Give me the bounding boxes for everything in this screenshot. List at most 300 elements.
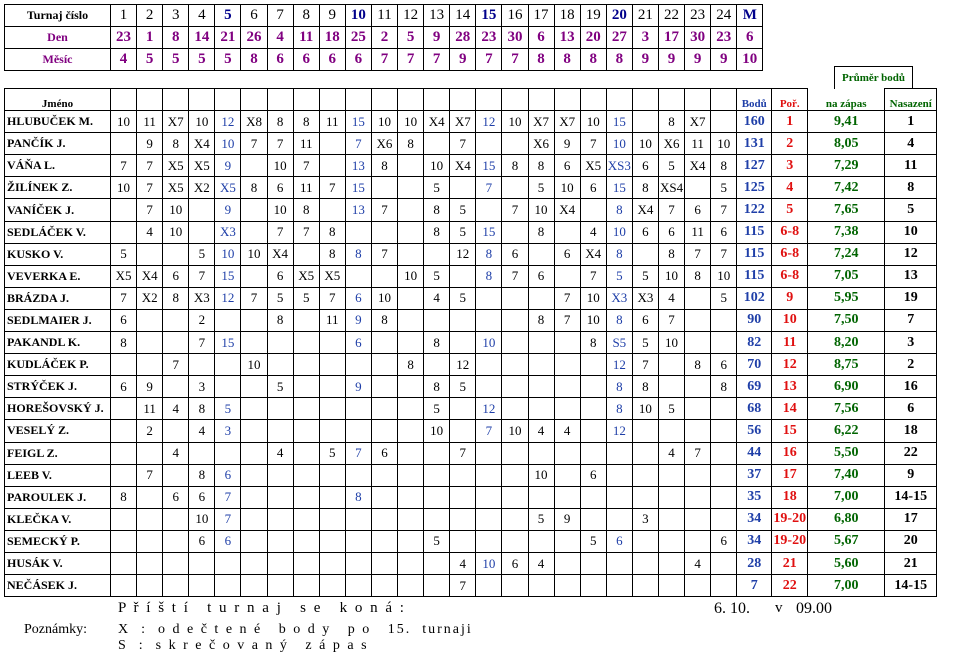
score-cell: 6 xyxy=(632,221,658,243)
bodu-cell: 102 xyxy=(737,287,772,309)
den-cell-19: 20 xyxy=(580,27,606,49)
score-cell: 7 xyxy=(450,575,476,597)
score-cell: 4 xyxy=(267,442,293,464)
score-cell xyxy=(267,530,293,552)
turnaj-cell-20: 20 xyxy=(606,5,632,27)
score-cell xyxy=(267,552,293,574)
standings-header-row xyxy=(5,89,937,111)
score-cell: X6 xyxy=(371,133,397,155)
score-cell xyxy=(685,575,711,597)
nasazeni-cell: 7 xyxy=(885,309,937,331)
score-cell xyxy=(711,442,737,464)
nasazeni-cell: 22 xyxy=(885,442,937,464)
score-cell xyxy=(163,464,189,486)
score-cell: 10 xyxy=(215,133,241,155)
score-cell xyxy=(293,530,319,552)
score-cell: 9 xyxy=(554,508,580,530)
score-cell xyxy=(528,376,554,398)
score-cell: 9 xyxy=(215,199,241,221)
score-cell xyxy=(398,199,424,221)
score-cell: 10 xyxy=(371,287,397,309)
score-cell xyxy=(241,332,267,354)
score-cell xyxy=(241,420,267,442)
score-cell xyxy=(554,442,580,464)
round-header-4 xyxy=(189,89,215,111)
score-cell: 7 xyxy=(189,332,215,354)
avg-cell: 6,90 xyxy=(808,376,885,398)
score-cell: 8 xyxy=(580,332,606,354)
por-cell: 1 xyxy=(772,111,808,133)
score-cell xyxy=(267,575,293,597)
den-cell-5: 21 xyxy=(215,27,241,49)
bodu-cell: 115 xyxy=(737,221,772,243)
score-cell: 8 xyxy=(345,243,371,265)
player-name: SEMECKÝ P. xyxy=(5,530,111,552)
player-name: KLEČKA V. xyxy=(5,508,111,530)
nasazeni-cell: 8 xyxy=(885,177,937,199)
score-cell: X4 xyxy=(267,243,293,265)
score-cell xyxy=(424,464,450,486)
score-cell: 5 xyxy=(632,265,658,287)
score-cell: 5 xyxy=(424,398,450,420)
score-cell xyxy=(502,354,528,376)
por-cell: 21 xyxy=(772,552,808,574)
score-cell xyxy=(528,332,554,354)
mesic-cell-16: 7 xyxy=(502,49,528,71)
score-cell: 4 xyxy=(685,552,711,574)
avg-header: na zápas xyxy=(808,89,885,111)
score-cell: 10 xyxy=(606,221,632,243)
mesic-cell-19: 8 xyxy=(580,49,606,71)
mesic-cell-12: 7 xyxy=(398,49,424,71)
score-cell: 6 xyxy=(502,552,528,574)
score-cell xyxy=(189,552,215,574)
score-cell xyxy=(424,486,450,508)
score-cell xyxy=(658,508,684,530)
score-cell: S5 xyxy=(606,332,632,354)
bodu-cell: 35 xyxy=(737,486,772,508)
nasazeni-cell: 14-15 xyxy=(885,486,937,508)
score-cell: X5 xyxy=(580,155,606,177)
score-cell xyxy=(554,221,580,243)
score-cell: 9 xyxy=(345,376,371,398)
score-cell xyxy=(189,221,215,243)
avg-cell: 5,67 xyxy=(808,530,885,552)
score-cell xyxy=(215,309,241,331)
score-cell: 8 xyxy=(658,111,684,133)
score-cell xyxy=(711,464,737,486)
bodu-header: Bodů xyxy=(737,89,772,111)
table-row xyxy=(5,243,937,265)
bodu-cell: 160 xyxy=(737,111,772,133)
score-cell xyxy=(398,486,424,508)
score-cell: 2 xyxy=(189,309,215,331)
score-cell xyxy=(424,552,450,574)
score-cell xyxy=(554,398,580,420)
score-cell xyxy=(711,420,737,442)
score-cell xyxy=(189,354,215,376)
score-cell: X5 xyxy=(215,177,241,199)
score-cell xyxy=(398,398,424,420)
score-cell xyxy=(398,575,424,597)
score-cell: 5 xyxy=(632,332,658,354)
score-cell: 8 xyxy=(606,243,632,265)
score-cell xyxy=(685,332,711,354)
score-cell xyxy=(476,508,502,530)
score-cell: 10 xyxy=(424,420,450,442)
score-cell xyxy=(111,398,137,420)
score-cell: 10 xyxy=(371,111,397,133)
score-cell xyxy=(502,486,528,508)
mesic-cell-14: 9 xyxy=(450,49,476,71)
score-cell xyxy=(371,177,397,199)
round-header-11 xyxy=(371,89,397,111)
score-cell: 10 xyxy=(241,354,267,376)
score-cell: X3 xyxy=(606,287,632,309)
score-cell xyxy=(137,530,163,552)
score-cell xyxy=(345,530,371,552)
por-cell: 6-8 xyxy=(772,265,808,287)
score-cell: 15 xyxy=(606,111,632,133)
score-cell xyxy=(685,530,711,552)
score-cell: 2 xyxy=(137,420,163,442)
score-cell: 5 xyxy=(450,376,476,398)
score-cell: 6 xyxy=(345,287,371,309)
score-cell xyxy=(476,199,502,221)
bodu-cell: 127 xyxy=(737,155,772,177)
score-cell xyxy=(450,332,476,354)
table-row xyxy=(5,111,937,133)
score-cell xyxy=(241,575,267,597)
score-cell: 11 xyxy=(685,221,711,243)
player-name: HLUBUČEK M. xyxy=(5,111,111,133)
score-cell: 6 xyxy=(189,486,215,508)
player-name: PAKANDL K. xyxy=(5,332,111,354)
score-cell xyxy=(267,486,293,508)
score-cell xyxy=(345,221,371,243)
score-cell: 12 xyxy=(215,111,241,133)
round-header-8 xyxy=(293,89,319,111)
bodu-cell: 69 xyxy=(737,376,772,398)
den-cell-4: 14 xyxy=(189,27,215,49)
score-cell: 10 xyxy=(189,508,215,530)
score-cell: X5 xyxy=(163,177,189,199)
score-cell xyxy=(528,486,554,508)
score-cell: 7 xyxy=(476,177,502,199)
player-name: VEVERKA E. xyxy=(5,265,111,287)
score-cell xyxy=(163,332,189,354)
score-cell: 7 xyxy=(345,133,371,155)
player-name: HOREŠOVSKÝ J. xyxy=(5,398,111,420)
score-cell: 8 xyxy=(424,376,450,398)
score-cell xyxy=(398,442,424,464)
score-cell xyxy=(241,486,267,508)
score-cell: 7 xyxy=(319,287,345,309)
por-cell: 11 xyxy=(772,332,808,354)
score-cell: 6 xyxy=(111,376,137,398)
player-name: SEDLÁČEK V. xyxy=(5,221,111,243)
score-cell xyxy=(137,243,163,265)
score-cell: 12 xyxy=(215,287,241,309)
note-x: X : o d e č t e n é b o d y p o 15. turnaji xyxy=(118,622,473,637)
score-cell xyxy=(111,575,137,597)
score-cell: 5 xyxy=(606,265,632,287)
score-cell xyxy=(267,508,293,530)
score-cell xyxy=(476,464,502,486)
por-cell: 17 xyxy=(772,464,808,486)
score-cell: 6 xyxy=(580,177,606,199)
avg-cell: 7,00 xyxy=(808,486,885,508)
score-cell: 5 xyxy=(528,177,554,199)
bodu-cell: 44 xyxy=(737,442,772,464)
score-cell: 11 xyxy=(137,111,163,133)
score-cell xyxy=(476,486,502,508)
avg-cell: 5,95 xyxy=(808,287,885,309)
score-cell xyxy=(450,309,476,331)
por-cell: 12 xyxy=(772,354,808,376)
score-cell: 8 xyxy=(345,486,371,508)
score-cell xyxy=(319,464,345,486)
table-row xyxy=(5,530,937,552)
score-cell xyxy=(215,442,241,464)
score-cell xyxy=(685,376,711,398)
next-tournament-label: P ř í š t í t u r n a j s e k o n á : xyxy=(118,600,406,616)
score-cell xyxy=(189,575,215,597)
table-row xyxy=(5,177,937,199)
score-cell: 15 xyxy=(215,332,241,354)
score-cell xyxy=(267,420,293,442)
score-cell xyxy=(580,575,606,597)
score-cell xyxy=(632,486,658,508)
score-cell xyxy=(554,552,580,574)
score-cell xyxy=(528,287,554,309)
score-cell xyxy=(450,530,476,552)
score-cell: 6 xyxy=(215,464,241,486)
mesic-cell-5: 5 xyxy=(215,49,241,71)
score-cell xyxy=(241,376,267,398)
den-cell-14: 28 xyxy=(450,27,476,49)
por-cell: 19-20 xyxy=(772,508,808,530)
score-cell xyxy=(345,464,371,486)
score-cell xyxy=(319,552,345,574)
score-cell xyxy=(163,530,189,552)
score-cell xyxy=(424,354,450,376)
score-cell: X4 xyxy=(137,265,163,287)
table-row xyxy=(5,287,937,309)
score-cell xyxy=(658,486,684,508)
score-cell: 10 xyxy=(554,177,580,199)
score-cell xyxy=(554,354,580,376)
score-cell xyxy=(319,199,345,221)
score-cell: 6 xyxy=(215,530,241,552)
score-cell xyxy=(163,575,189,597)
score-cell xyxy=(345,552,371,574)
nasazeni-cell: 16 xyxy=(885,376,937,398)
score-cell xyxy=(371,464,397,486)
score-cell: 7 xyxy=(189,265,215,287)
mesic-cell-7: 6 xyxy=(267,49,293,71)
score-cell: 8 xyxy=(319,243,345,265)
score-cell xyxy=(398,243,424,265)
nasazeni-cell: 6 xyxy=(885,398,937,420)
score-cell xyxy=(293,442,319,464)
score-cell: X3 xyxy=(632,287,658,309)
score-cell xyxy=(163,508,189,530)
score-cell: X7 xyxy=(528,111,554,133)
nasazeni-cell: 18 xyxy=(885,420,937,442)
score-cell xyxy=(632,243,658,265)
score-cell: 7 xyxy=(371,243,397,265)
mesic-cell-9: 6 xyxy=(319,49,345,71)
mesic-cell-21: 9 xyxy=(632,49,658,71)
score-cell: 6 xyxy=(711,530,737,552)
avg-cell: 6,80 xyxy=(808,508,885,530)
score-cell: 7 xyxy=(137,155,163,177)
score-cell: 10 xyxy=(476,332,502,354)
score-cell: X5 xyxy=(163,155,189,177)
score-cell xyxy=(580,486,606,508)
mesic-cell-6: 8 xyxy=(241,49,267,71)
score-cell xyxy=(371,575,397,597)
score-cell: 7 xyxy=(711,199,737,221)
score-cell xyxy=(371,265,397,287)
score-cell: 10 xyxy=(528,464,554,486)
score-cell xyxy=(398,309,424,331)
score-cell: 8 xyxy=(424,199,450,221)
score-cell: 12 xyxy=(450,243,476,265)
score-cell xyxy=(319,332,345,354)
score-cell: X2 xyxy=(189,177,215,199)
score-cell xyxy=(137,575,163,597)
nasazeni-cell: 11 xyxy=(885,155,937,177)
round-header-20 xyxy=(606,89,632,111)
score-cell: 7 xyxy=(711,243,737,265)
score-cell: 10 xyxy=(502,420,528,442)
round-header-23 xyxy=(685,89,711,111)
score-cell: 10 xyxy=(711,133,737,155)
nasazeni-cell: 14-15 xyxy=(885,575,937,597)
score-cell xyxy=(711,486,737,508)
score-cell xyxy=(502,398,528,420)
tournament-header-table xyxy=(4,4,763,71)
score-cell xyxy=(606,486,632,508)
score-cell xyxy=(580,442,606,464)
avg-cell: 9,41 xyxy=(808,111,885,133)
por-cell: 13 xyxy=(772,376,808,398)
avg-cell: 7,50 xyxy=(808,309,885,331)
score-cell: 6 xyxy=(528,265,554,287)
turnaj-cell-2: 2 xyxy=(137,5,163,27)
score-cell: XS3 xyxy=(606,155,632,177)
score-cell xyxy=(528,398,554,420)
score-cell: 8 xyxy=(632,177,658,199)
score-cell: 8 xyxy=(502,155,528,177)
nasazeni-cell: 10 xyxy=(885,221,937,243)
table-row xyxy=(5,332,937,354)
player-name: BRÁZDA J. xyxy=(5,287,111,309)
score-cell xyxy=(632,575,658,597)
mesic-cell-2: 5 xyxy=(137,49,163,71)
round-header-13 xyxy=(424,89,450,111)
score-cell xyxy=(241,508,267,530)
score-cell xyxy=(189,442,215,464)
mesic-cell-10: 6 xyxy=(345,49,371,71)
bodu-cell: 115 xyxy=(737,243,772,265)
next-tournament-v: v xyxy=(775,600,783,616)
score-cell xyxy=(476,376,502,398)
score-cell xyxy=(502,464,528,486)
den-cell-16: 30 xyxy=(502,27,528,49)
score-cell: 6 xyxy=(632,309,658,331)
score-cell xyxy=(137,309,163,331)
score-cell xyxy=(450,508,476,530)
score-cell: 7 xyxy=(371,199,397,221)
score-cell xyxy=(241,265,267,287)
score-cell xyxy=(163,243,189,265)
score-cell xyxy=(606,575,632,597)
avg-cell: 7,29 xyxy=(808,155,885,177)
score-cell: 8 xyxy=(528,155,554,177)
player-name: KUSKO V. xyxy=(5,243,111,265)
score-cell xyxy=(241,398,267,420)
score-cell: 5 xyxy=(267,376,293,398)
round-header-17 xyxy=(528,89,554,111)
score-cell: 5 xyxy=(450,199,476,221)
score-cell: 9 xyxy=(215,155,241,177)
score-cell: 6 xyxy=(267,265,293,287)
score-cell xyxy=(293,464,319,486)
score-cell: 8 xyxy=(241,177,267,199)
score-cell xyxy=(476,133,502,155)
score-cell: 10 xyxy=(111,111,137,133)
score-cell: 10 xyxy=(528,199,554,221)
score-cell: 15 xyxy=(345,111,371,133)
score-cell: 9 xyxy=(137,133,163,155)
score-cell: 8 xyxy=(111,332,137,354)
score-cell: 4 xyxy=(424,287,450,309)
score-cell xyxy=(424,442,450,464)
mesic-cell-8: 6 xyxy=(293,49,319,71)
bodu-cell: 90 xyxy=(737,309,772,331)
nasazeni-cell: 3 xyxy=(885,332,937,354)
score-cell xyxy=(580,420,606,442)
score-cell: 10 xyxy=(580,309,606,331)
table-row xyxy=(5,155,937,177)
den-cell-13: 9 xyxy=(424,27,450,49)
score-cell xyxy=(293,243,319,265)
score-cell xyxy=(711,575,737,597)
score-cell: 7 xyxy=(580,133,606,155)
score-cell: X5 xyxy=(319,265,345,287)
den-cell-6: 26 xyxy=(241,27,267,49)
score-cell: 4 xyxy=(658,442,684,464)
avg-cell: 8,05 xyxy=(808,133,885,155)
score-cell: 8 xyxy=(267,309,293,331)
score-cell: 7 xyxy=(137,464,163,486)
score-cell: 11 xyxy=(319,309,345,331)
den-cell-20: 27 xyxy=(606,27,632,49)
score-cell xyxy=(632,530,658,552)
player-name: SEDLMAIER J. xyxy=(5,309,111,331)
score-cell: X6 xyxy=(528,133,554,155)
score-cell: 11 xyxy=(319,111,345,133)
score-cell xyxy=(711,332,737,354)
mesic-cell-18: 8 xyxy=(554,49,580,71)
score-cell: 10 xyxy=(267,199,293,221)
score-cell: 7 xyxy=(632,354,658,376)
score-cell: 4 xyxy=(528,420,554,442)
score-cell xyxy=(528,530,554,552)
